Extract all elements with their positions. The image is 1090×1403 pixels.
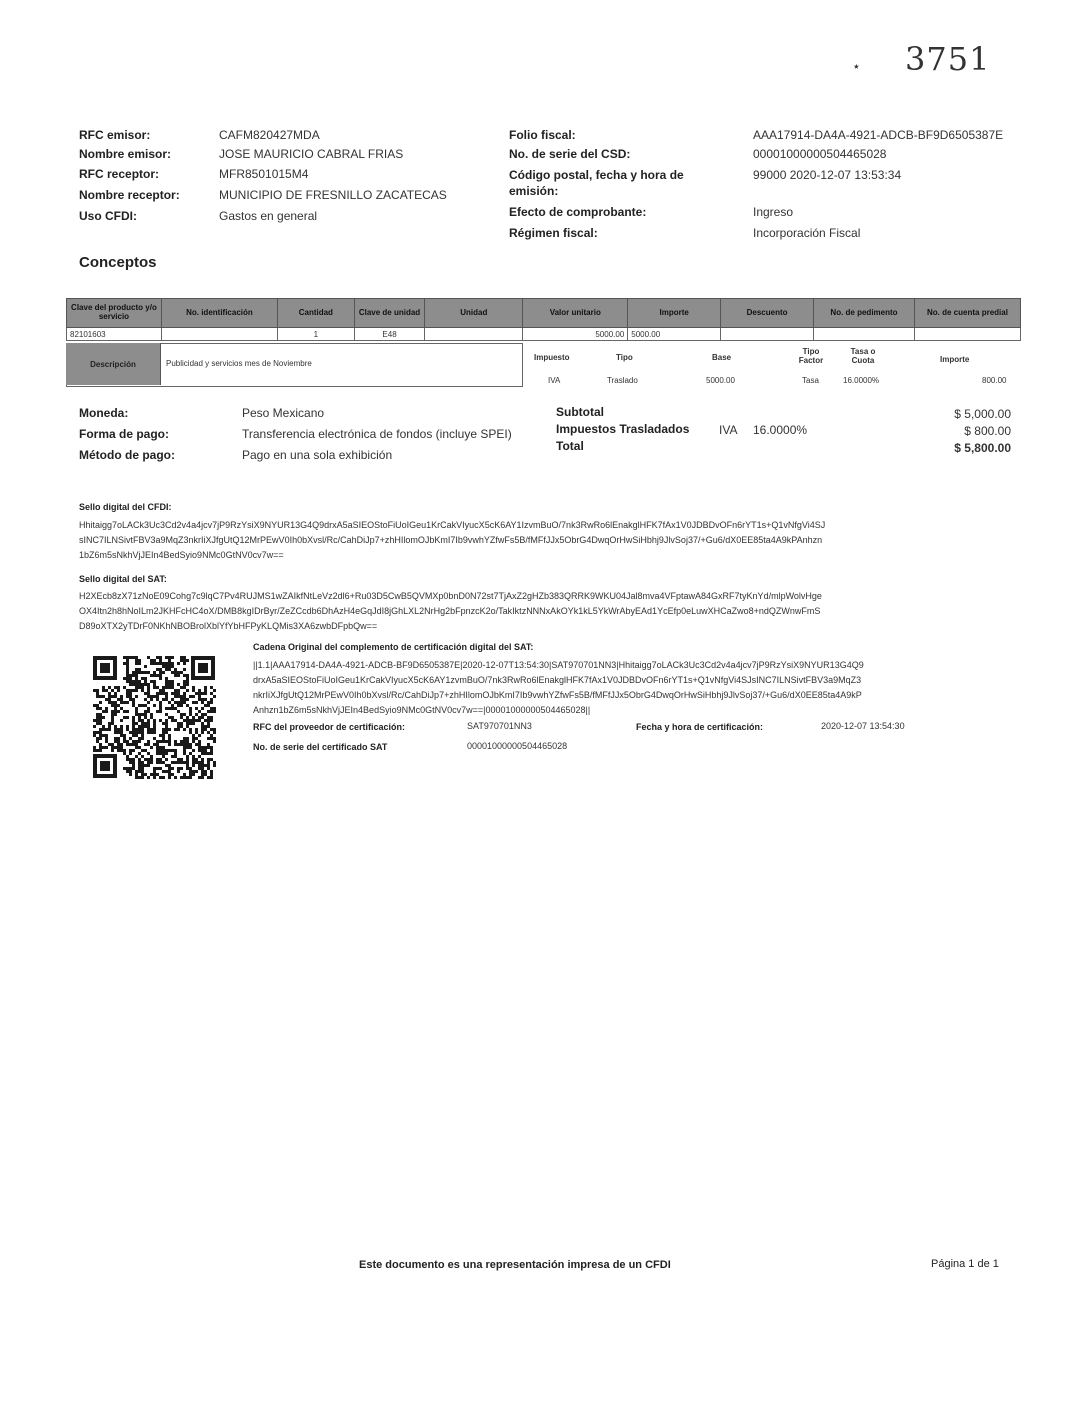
- table-header-row: [67, 299, 1021, 328]
- metodo-pago-value: Pago en una sola exhibición: [242, 448, 393, 462]
- col-header: Importe: [628, 299, 721, 328]
- tax-value: 800.00: [982, 376, 1007, 385]
- seal-line: OX4Itn2h8hNoILm2JKHFcHC4oX/DMB8kgIDrByr/ZeZCcdb6DhAzH4eGqJdI8jGhLXL2NrHg2bFpnzcK2o/TakIktzNNNxAkOYk1kL5YkWrAbyEAd1YcEfp0eLuwXHCaZwo8+ndQZWnwFmS: [79, 606, 821, 616]
- description-label: Descripción: [66, 343, 161, 385]
- footer-note: Este documento es una representación impresa de un CFDI: [359, 1259, 671, 1271]
- table-cell: [161, 328, 277, 341]
- forma-pago-label: Forma de pago:: [79, 427, 170, 441]
- table-cell: [914, 328, 1020, 341]
- sello-sat-title: Sello digital del SAT:: [79, 574, 167, 584]
- rfc-receptor-label: RFC receptor:: [79, 167, 160, 181]
- serie-cert-label: No. de serie del certificado SAT: [253, 742, 388, 752]
- rfc-proveedor-label: RFC del proveedor de certificación:: [253, 722, 406, 732]
- forma-pago-value: Transferencia electrónica de fondos (incluye SPEI): [242, 427, 512, 441]
- efecto-label: Efecto de comprobante:: [509, 205, 647, 219]
- tax-header: Base: [712, 353, 732, 362]
- conceptos-table: [66, 298, 1021, 341]
- tax-header: Tasa o Cuota: [850, 347, 876, 366]
- serie-csd-value: 00001000000504465028: [753, 147, 887, 161]
- rfc-emisor-value: CAFM820427MDA: [219, 128, 320, 142]
- chain-line: ||1.1|AAA17914-DA4A-4921-ADCB-BF9D6505387E|2020-12-07T13:54:30|SAT970701NN3|Hhitaigg7oLACk3Uc3Cd2v4a4jcv7jP9RzYsiX9NYUR13G4Q9: [253, 660, 864, 670]
- regimen-value: Incorporación Fiscal: [753, 226, 861, 240]
- total-value: $ 5,800.00: [954, 441, 1011, 455]
- col-header: Unidad: [425, 299, 523, 328]
- impuestos-tax-rate: 16.0000%: [753, 423, 808, 437]
- codigo-postal-label: Código postal, fecha y hora de: [509, 168, 684, 182]
- col-header: Descuento: [721, 299, 814, 328]
- table-cell: 1: [277, 328, 354, 341]
- nombre-emisor-value: JOSE MAURICIO CABRAL FRIAS: [219, 147, 404, 161]
- chain-line: nkrIiXJfgUtQ12MrPEwV0Ih0bXvsl/Rc/CahDiJp7+zhHIlomOJbKmI7Ib9vwhYZfwFs5B/fMFfJJx5ObrG4DwqOrHwSiHbhj9JlvSoj37/+Gu6/dX0EE85ta4A9kP: [253, 690, 862, 700]
- seal-line: H2XEcb8zX71zNoE09Cohg7c9lqC7Pv4RUJMS1wZAIkfNtLeVz2dl6+Ru03D5CwB5QVMXp0bnD0N72st7TjAxZ2gHZb383QRRK9WKU04Jal8mva4VFptawA84GxRF7tyKnYd/mlpWolvHge: [79, 591, 822, 601]
- col-header: Valor unitario: [523, 299, 628, 328]
- chain-line: Anhzn1bZ6m5sNkhVjJEIn4BedSyio9NMc0GtNV0cv7w==|00001000000504465028||: [253, 705, 591, 715]
- col-header: No. de pedimento: [814, 299, 915, 328]
- tax-value: Traslado: [607, 376, 638, 385]
- stamp-mark: ⋆: [852, 58, 861, 74]
- nombre-emisor-label: Nombre emisor:: [79, 147, 172, 161]
- seal-line: sINC7ILNSivtFBV3a9MqZ3nkrIiXJfgUtQ12MrPEwV0Ih0bXvsl/Rc/CahDiJp7+zhHIlomOJbKmI7Ib9vwhYZfwFs5B/fMFfJJx5ObrG4DwqOrHwSiHbhj9JlvSoj37/+Gu6/dX0EE85ta4A9kPAnhzn: [79, 535, 823, 545]
- description-text: Publicidad y servicios mes de Noviembre: [166, 359, 312, 368]
- rfc-proveedor-value: SAT970701NN3: [467, 721, 532, 731]
- regimen-label: Régimen fiscal:: [509, 226, 598, 240]
- table-cell: E48: [354, 328, 425, 341]
- col-header: Clave de unidad: [354, 299, 425, 328]
- col-header: No. identificación: [161, 299, 277, 328]
- tax-header: Tipo: [616, 353, 633, 362]
- table-cell: [721, 328, 814, 341]
- tax-value: IVA: [548, 376, 561, 385]
- cadena-title: Cadena Original del complemento de certificación digital del SAT:: [253, 642, 534, 652]
- table-cell: 5000.00: [523, 328, 628, 341]
- tax-value: 5000.00: [706, 376, 735, 385]
- tax-header: Impuesto: [534, 353, 570, 362]
- conceptos-title: Conceptos: [79, 254, 157, 271]
- fecha-cert-value: 2020-12-07 13:54:30: [821, 721, 905, 731]
- handwritten-number: 3751: [905, 40, 991, 78]
- page-number: Página 1 de 1: [931, 1258, 999, 1270]
- codigo-postal-value: 99000 2020-12-07 13:53:34: [753, 168, 902, 182]
- table-cell: [425, 328, 523, 341]
- tax-value: 16.0000%: [843, 376, 880, 385]
- seal-line: Hhitaigg7oLACk3Uc3Cd2v4a4jcv7jP9RzYsiX9NYUR13G4Q9drxA5aSIEOStoFiUoIGeu1KrCakVIyucX5cK6AY1IzvmBuO/7nk3RwRo6lEnakglHFK7fAx1V0JDBDvOFn6rYT1s+Q1vNfgVi4SJ: [79, 520, 826, 530]
- sello-cfdi-title: Sello digital del CFDI:: [79, 502, 172, 512]
- seal-line: D89oXTX2yTDrF0NKhNBOBrolXblYfYbHFPyKLQMis3XA6zwbDFpbQw==: [79, 621, 378, 631]
- uso-cfdi-label: Uso CFDI:: [79, 209, 137, 223]
- qr-code: [91, 654, 217, 780]
- seal-line: 1bZ6m5sNkhVjJEIn4BedSyio9NMc0GtNV0cv7w==: [79, 550, 284, 560]
- subtotal-value: $ 5,000.00: [954, 407, 1011, 421]
- total-label: Total: [556, 439, 584, 453]
- chain-line: drxA5aSIEOStoFiUoIGeu1KrCakVIyucX5cK6AY1zvmBuO/7nk3RwRo6lEnakglHFK7fAx1V0JDBDvOFn6rYT1s+Q1vNfgVi4SJsINC7ILNSivtFBV3a9MqZ3: [253, 675, 862, 685]
- serie-csd-label: No. de serie del CSD:: [509, 147, 631, 161]
- table-row: [67, 328, 1021, 341]
- tax-value: Tasa: [802, 376, 819, 385]
- fecha-cert-label: Fecha y hora de certificación:: [636, 722, 764, 732]
- folio-fiscal-label: Folio fiscal:: [509, 128, 576, 142]
- table-cell: 5000.00: [628, 328, 721, 341]
- nombre-receptor-label: Nombre receptor:: [79, 188, 180, 202]
- col-header: No. de cuenta predial: [914, 299, 1020, 328]
- impuestos-label: Impuestos Trasladados: [556, 422, 690, 436]
- rfc-receptor-value: MFR8501015M4: [219, 167, 309, 181]
- col-header: Cantidad: [277, 299, 354, 328]
- codigo-postal-label-2: emisión:: [509, 184, 559, 198]
- impuestos-tax-name: IVA: [719, 423, 738, 437]
- uso-cfdi-value: Gastos en general: [219, 209, 318, 223]
- sello-sat-text: [79, 589, 1019, 634]
- tax-header: Tipo Factor: [798, 347, 824, 366]
- impuestos-value: $ 800.00: [964, 424, 1011, 438]
- metodo-pago-label: Método de pago:: [79, 448, 175, 462]
- moneda-value: Peso Mexicano: [242, 406, 325, 420]
- sello-cfdi-text: [79, 518, 1019, 563]
- table-cell: 82101603: [67, 328, 162, 341]
- moneda-label: Moneda:: [79, 406, 129, 420]
- table-cell: [814, 328, 915, 341]
- efecto-value: Ingreso: [753, 205, 794, 219]
- tax-header: Importe: [940, 355, 970, 364]
- col-header: Clave del producto y/o servicio: [67, 299, 162, 328]
- rfc-emisor-label: RFC emisor:: [79, 128, 151, 142]
- subtotal-label: Subtotal: [556, 405, 604, 419]
- folio-fiscal-value: AAA17914-DA4A-4921-ADCB-BF9D6505387E: [753, 128, 1004, 142]
- nombre-receptor-value: MUNICIPIO DE FRESNILLO ZACATECAS: [219, 188, 447, 202]
- cadena-text: [253, 658, 1023, 718]
- serie-cert-value: 00001000000504465028: [467, 741, 568, 751]
